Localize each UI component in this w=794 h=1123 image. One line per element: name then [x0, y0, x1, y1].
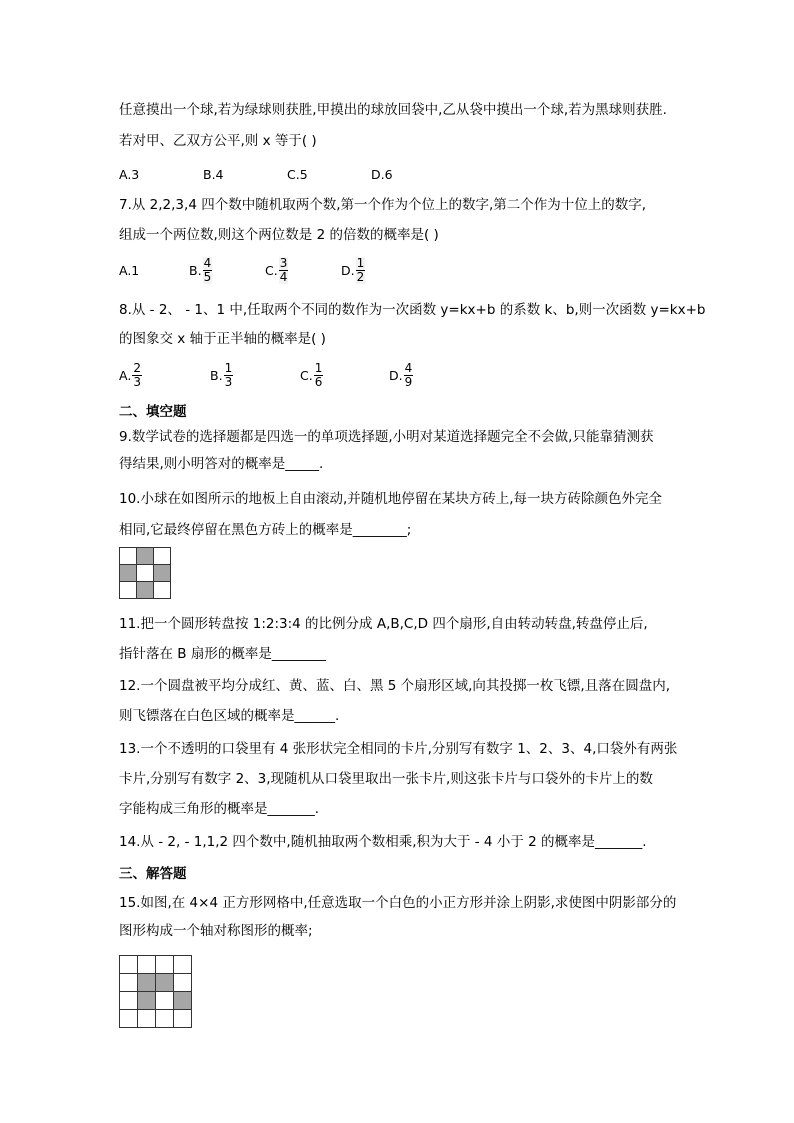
- q13-line-1: 13.一个不透明的口袋里有 4 张形状完全相同的卡片,分别写有数字 1、2、3、4,口袋外有两张: [119, 741, 678, 757]
- q10-line-1: 10.小球在如图所示的地板上自由滚动,并随机地停留在某块方砖上,每一块方砖除颜色外完全: [119, 491, 663, 507]
- q15-line-1: 15.如图,在 4×4 正方形网格中,任意选取一个白色的小正方形并涂上阴影,求使图中阴影部分的: [119, 895, 677, 911]
- q14-line-1: 14.从 - 2, - 1,1,2 四个数中,随机抽取两个数相乘,积为大于 - 4 小于 2 的概率是_______.: [119, 834, 647, 850]
- fraction-denominator: 5: [203, 269, 212, 284]
- q7-option-d-label: D.: [341, 262, 355, 278]
- q7-line-2: 组成一个两位数,则这个两位数是 2 的倍数的概率是( ): [119, 227, 439, 243]
- q10-line-2: 相同,它最终停留在黑色方砖上的概率是________;: [119, 522, 412, 538]
- q8-option-b: [210, 360, 233, 390]
- q6-line-2: 若对甲、乙双方公平,则 x 等于( ): [119, 133, 317, 149]
- q11-line-2: 指针落在 B 扇形的概率是________: [119, 646, 326, 662]
- q7-option-c-fraction: [279, 257, 289, 284]
- fraction-denominator: 9: [404, 374, 413, 389]
- fraction-numerator: 1: [356, 255, 365, 270]
- fraction-denominator: 4: [279, 269, 288, 284]
- q15-line-2: 图形构成一个轴对称图形的概率;: [119, 923, 313, 939]
- q7-option-d: [341, 255, 365, 285]
- section-heading-fill-in: 二、填空题: [119, 404, 187, 420]
- q12-line-1: 12.一个圆盘被平均分成红、黄、蓝、白、黑 5 个扇形区域,向其投掷一枚飞镖,且落在圆盘内,: [119, 678, 671, 694]
- q6-option-b: B.4: [203, 166, 224, 182]
- q8-option-b-fraction: [224, 362, 234, 389]
- fraction-denominator: 3: [224, 374, 233, 389]
- q9-line-1: 9.数学试卷的选择题都是四选一的单项选择题,小明对某道选择题完全不会做,只能靠猜测获: [119, 429, 654, 445]
- q8-option-c-fraction: [314, 362, 324, 389]
- fraction-numerator: 4: [203, 255, 212, 270]
- grid-cell-shaded: [137, 582, 154, 599]
- fraction-denominator: 6: [314, 374, 323, 389]
- q7-option-a: A.1: [119, 262, 140, 278]
- q13-line-2: 卡片,分别写有数字 2、3,现随机从口袋里取出一张卡片,则这张卡片与口袋外的卡片上的数: [119, 771, 653, 787]
- q6-option-c: C.5: [287, 166, 308, 182]
- grid-cell: [120, 548, 137, 565]
- grid-cell: [138, 1010, 156, 1028]
- q7-option-c-label: C.: [265, 262, 278, 278]
- grid-cell: [174, 1010, 192, 1028]
- q13-line-3: 字能构成三角形的概率是_______.: [119, 801, 320, 817]
- fraction-denominator: 2: [356, 269, 365, 284]
- grid-cell: [120, 582, 137, 599]
- q10-tile-grid: [119, 547, 171, 599]
- grid-cell-shaded: [138, 974, 156, 992]
- q8-option-d-fraction: [404, 362, 414, 389]
- grid-cell-shaded: [137, 548, 154, 565]
- q6-option-d: D.6: [371, 166, 393, 182]
- fraction-numerator: 1: [314, 360, 323, 375]
- q8-option-d: [389, 360, 413, 390]
- q8-option-b-label: B.: [210, 367, 223, 383]
- grid-cell-shaded: [174, 992, 192, 1010]
- q7-option-d-fraction: [356, 257, 366, 284]
- q7-line-1: 7.从 2,2,3,4 四个数中随机取两个数,第一个作为个位上的数字,第二个作为十位上的数字,: [119, 197, 647, 213]
- fraction-numerator: 1: [224, 360, 233, 375]
- grid-cell-shaded: [154, 565, 171, 582]
- q7-option-b-fraction: [203, 257, 213, 284]
- q7-option-b: [189, 255, 212, 285]
- q9-line-2: 得结果,则小明答对的概率是_____.: [119, 456, 324, 472]
- q8-option-a-fraction: [132, 362, 142, 389]
- q6-option-a: A.3: [119, 166, 140, 182]
- grid-cell: [137, 565, 154, 582]
- section-heading-answer: 三、解答题: [119, 866, 187, 882]
- grid-cell: [120, 1010, 138, 1028]
- q8-option-a: [119, 360, 142, 390]
- grid-cell: [156, 1010, 174, 1028]
- grid-cell-shaded: [156, 974, 174, 992]
- q6-line-1: 任意摸出一个球,若为绿球则获胜,甲摸出的球放回袋中,乙从袋中摸出一个球,若为黑球则获胜.: [119, 102, 667, 118]
- q8-line-1: 8.从 - 2、 - 1、1 中,任取两个不同的数作为一次函数 y=kx+b 的系数 k、b,则一次函数 y=kx+b: [119, 302, 706, 318]
- grid-cell: [154, 548, 171, 565]
- q12-line-2: 则飞镖落在白色区域的概率是______.: [119, 708, 340, 724]
- grid-cell: [174, 974, 192, 992]
- grid-cell: [174, 956, 192, 974]
- grid-cell-shaded: [138, 992, 156, 1010]
- grid-cell-shaded: [120, 565, 137, 582]
- q8-line-2: 的图象交 x 轴于正半轴的概率是( ): [119, 331, 326, 347]
- grid-cell: [138, 956, 156, 974]
- q7-option-b-label: B.: [189, 262, 202, 278]
- fraction-numerator: 3: [279, 255, 288, 270]
- q11-line-1: 11.把一个圆形转盘按 1:2:3:4 的比例分成 A,B,C,D 四个扇形,自由转动转盘,转盘停止后,: [119, 616, 648, 632]
- q15-square-grid: [119, 955, 192, 1028]
- q8-option-d-label: D.: [389, 367, 403, 383]
- grid-cell: [120, 956, 138, 974]
- grid-cell: [154, 582, 171, 599]
- grid-cell: [120, 992, 138, 1010]
- q8-option-a-label: A.: [119, 367, 132, 383]
- grid-cell: [120, 974, 138, 992]
- fraction-numerator: 2: [133, 360, 141, 375]
- q7-option-c: [265, 255, 288, 285]
- fraction-numerator: 4: [404, 360, 413, 375]
- fraction-denominator: 3: [133, 374, 141, 389]
- grid-cell: [156, 992, 174, 1010]
- q8-option-c: [300, 360, 323, 390]
- grid-cell: [156, 956, 174, 974]
- q8-option-c-label: C.: [300, 367, 313, 383]
